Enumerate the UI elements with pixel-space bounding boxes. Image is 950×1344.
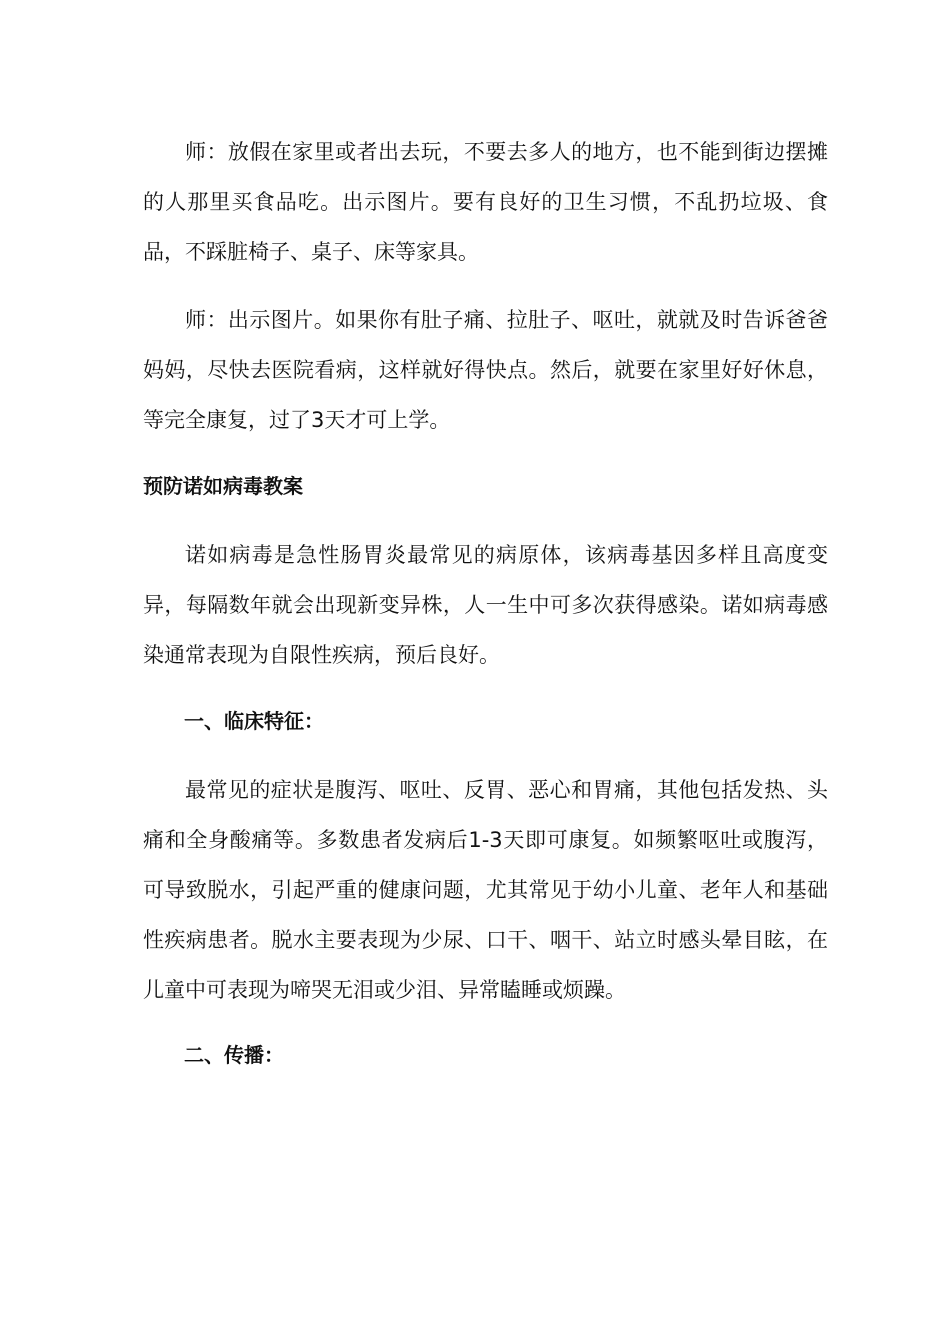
section-heading-transmission: 二、传播： (184, 1043, 284, 1067)
clinical-paragraph: 最常见的症状是腹泻、呕吐、反胃、恶心和胃痛，其他包括发热、头痛和全身酸痛等。多数患者发病后1-3天即可康复。如频繁呕吐或腹泻，可导致脱水，引起严重的健康问题，尤其常见于幼小儿童、老年人和基础性疾病患者。脱水主要表现为少尿、口干、咽干、站立时感头晕目眩，在儿童中可表现为啼哭无泪或少泪、异常瞌睡或烦躁。 (143, 778, 828, 1002)
teacher-paragraph-1: 师：放假在家里或者出去玩，不要去多人的地方，也不能到街边摆摊的人那里买食品吃。出示图片。要有良好的卫生习惯，不乱扔垃圾、食品，不踩脏椅子、桌子、床等家具。 (143, 140, 828, 264)
teacher-paragraph-2: 师：出示图片。如果你有肚子痛、拉肚子、呕吐，就就及时告诉爸爸妈妈，尽快去医院看病，这样就好得快点。然后，就要在家里好好休息，等完全康复，过了3天才可上学。 (143, 308, 828, 432)
document-title: 预防诺如病毒教案 (143, 474, 303, 498)
section-heading-clinical: 一、临床特征： (184, 709, 324, 733)
intro-paragraph: 诺如病毒是急性肠胃炎最常见的病原体，该病毒基因多样且高度变异，每隔数年就会出现新变异株，人一生中可多次获得感染。诺如病毒感染通常表现为自限性疾病，预后良好。 (143, 543, 828, 667)
